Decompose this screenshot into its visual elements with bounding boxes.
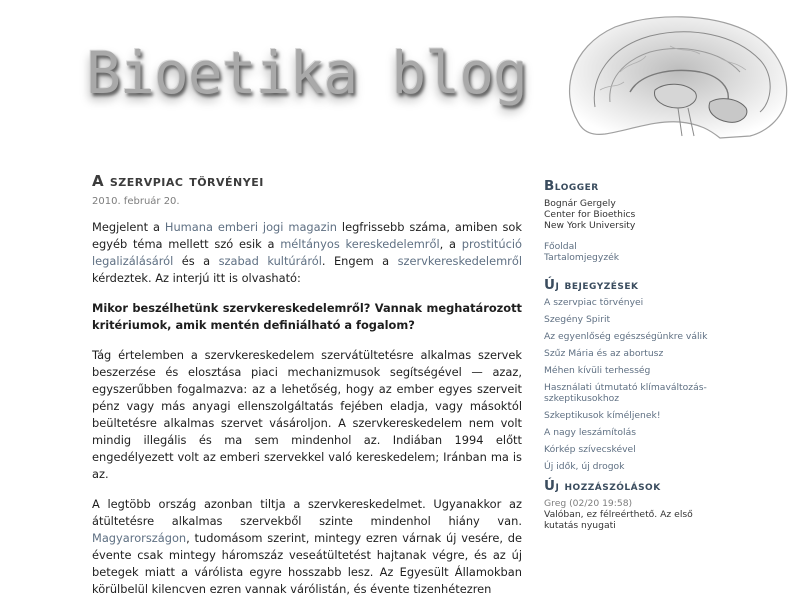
brain-mri-image [560, 12, 792, 142]
list-item [544, 382, 714, 404]
paragraph-question: Mikor beszélhetünk szervkereskedelemről? Vannak meghatározott kritériumok, amik mentén definiálható a fogalom? [92, 301, 522, 332]
blogger-university: New York University [544, 220, 636, 231]
list-item [544, 444, 714, 455]
site-title[interactable]: Bioetika blog [86, 39, 527, 107]
main-content [92, 172, 522, 598]
new-post-link[interactable]: Kórkép szívecskével [544, 444, 636, 455]
new-post-link[interactable]: Az egyenlőség egészségünkre válik [544, 331, 708, 342]
link-table-of-contents[interactable]: Tartalomjegyzék [544, 252, 620, 263]
list-item [544, 365, 714, 376]
new-post-link[interactable]: A szervpiac törvényei [544, 297, 644, 308]
list-item [544, 348, 714, 359]
sidebar [544, 178, 714, 531]
link-fair-trade[interactable]: méltányos kereskedelemről [280, 237, 440, 251]
list-item [544, 410, 714, 421]
new-post-link[interactable]: Méhen kívüli terhesség [544, 365, 651, 376]
blogger-info [544, 198, 714, 231]
new-post-link[interactable]: Szűz Mária és az abortusz [544, 348, 664, 359]
list-item [544, 314, 714, 325]
post-body [92, 219, 522, 598]
link-organ-trade[interactable]: szervkereskedelemről [397, 254, 523, 268]
sidebar-heading-blogger: Blogger [544, 178, 599, 194]
link-hungary[interactable]: Magyarországon [92, 531, 187, 545]
sidebar-heading-new-posts: Új bejegyzések [544, 277, 639, 293]
new-post-link[interactable]: Új idők, új drogok [544, 461, 625, 472]
paragraph-answer-1: Tág értelemben a szervkereskedelem szervátültetésre alkalmas szervek beszerzése és elosztása piaci mechanizmusok segítségével — azaz, egyszerűbben fogalmazva: az a lehetőség, hogy az ember egyes szerveit pénz vagy más anyagi ellenszolgáltatás fejében eladja, vagy másoktól beültetésre alkalmas szervet vásároljon. A szervkereskedelem nem volt mindig illegális és ma sem mindenhol az. Indiában 1994 előtt engedélyezett volt az emberi szervekkel való kereskedelem; Iránban ma is az. [92, 348, 522, 481]
comment-excerpt-link[interactable]: Valóban, ez félreérthető. Az első kutatás nyugati [544, 509, 693, 531]
post-date: 2010. február 20. [92, 196, 180, 207]
list-item [544, 427, 714, 438]
link-free-culture[interactable]: szabad kultúráról [218, 254, 322, 268]
list-item [544, 331, 714, 342]
blogger-org: Center for Bioethics [544, 209, 636, 220]
list-item [544, 461, 714, 472]
new-posts-list [544, 297, 714, 472]
blogger-links [544, 241, 714, 263]
list-item [544, 297, 714, 308]
paragraph-intro: Megjelent a Humana emberi jogi magazin legfrissebb száma, amiben sok egyéb téma mellett szó esik a méltányos kereskedelemről, a prostitúció legalizálásáról és a szabad kultúráról. Engem a szervkereskedelemről kérdeztek. Az interjú itt is olvasható: [92, 220, 523, 285]
blog-header [0, 0, 810, 160]
sidebar-heading-new-comments: Új hozzászólások [544, 478, 661, 494]
new-post-link[interactable]: A nagy leszámítolás [544, 427, 636, 438]
link-humana-magazin[interactable]: Humana emberi jogi magazin [164, 220, 337, 234]
new-post-link[interactable]: Szkeptikusok kíméljenek! [544, 410, 661, 421]
link-prostitution[interactable]: prostitúció legalizálásáról [92, 237, 523, 268]
new-post-link[interactable]: Használati útmutató klímaváltozás-szkeptikusokhoz [544, 382, 707, 404]
link-home[interactable]: Főoldal [544, 241, 577, 252]
paragraph-answer-2: A legtöbb ország azonban tiltja a szervkereskedelmet. Ugyanakkor az átültetésre alkalmas szervekből szinte mindenhol hiány van. Magyarországon, tudomásom szerint, mintegy ezren várnak új vesére, de évente csak mintegy háromszáz veseátültetést hajtanak végre, és az új betegek miatt a várólista egyre hosszabb lesz. Az Egyesült Államokban körülbelül kilencven ezren vannak várólistán, és évente tizenhétezren [92, 497, 522, 596]
post-title[interactable]: A szervpiac törvényei [92, 172, 264, 190]
blogger-name: Bognár Gergely [544, 198, 616, 209]
comment-meta: Greg (02/20 19:58) [544, 498, 633, 509]
new-post-link[interactable]: Szegény Spirit [544, 314, 611, 325]
